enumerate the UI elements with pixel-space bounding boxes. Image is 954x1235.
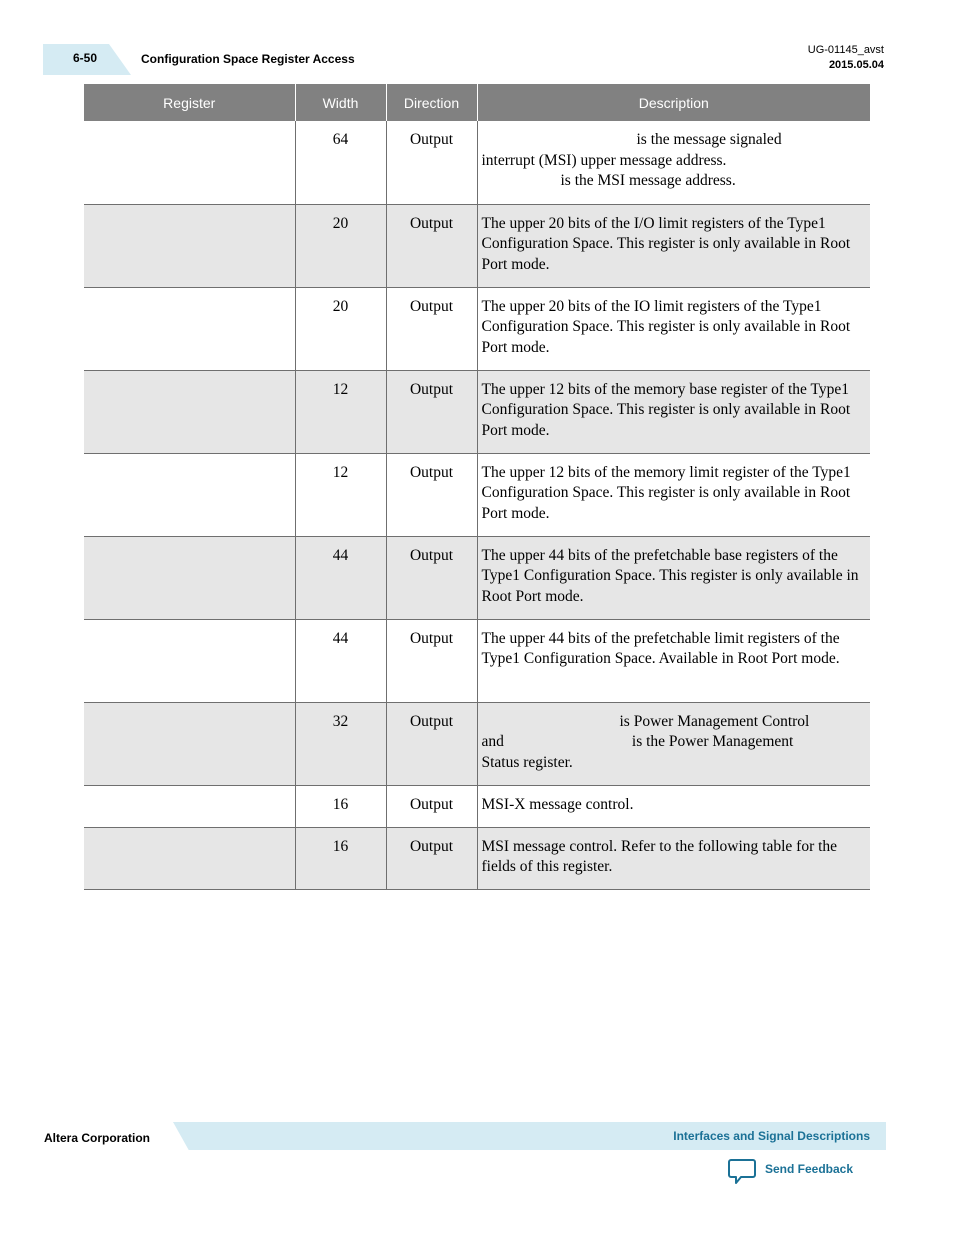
register-cell [84, 370, 295, 453]
direction-cell: Output [386, 619, 477, 702]
width-cell: 32 [295, 702, 386, 785]
direction-cell: Output [386, 536, 477, 619]
company-name: Altera Corporation [44, 1131, 151, 1145]
send-feedback-label: Send Feedback [765, 1162, 854, 1176]
description-line: is the MSI message address. [560, 172, 736, 189]
direction-cell: Output [386, 121, 477, 204]
table-header-row [84, 84, 870, 121]
direction-cell: Output [386, 370, 477, 453]
table-row [84, 121, 870, 204]
table-row [84, 827, 870, 889]
send-feedback-link[interactable] [727, 1158, 853, 1188]
description-cell: The upper 44 bits of the prefetchable limit registers of the Type1 Configuration Space. Available in Root Port mode. [477, 619, 870, 702]
direction-cell: Output [386, 287, 477, 370]
description-cell: The upper 12 bits of the memory limit register of the Type1 Configuration Space. This register is only available in Root Port mode. [477, 453, 870, 536]
direction-cell: Output [386, 827, 477, 889]
direction-cell: Output [386, 785, 477, 827]
description-cell: MSI-X message control. [477, 785, 870, 827]
table-row [84, 204, 870, 287]
width-cell: 64 [295, 121, 386, 204]
document-id: UG-01145_avst [807, 44, 884, 56]
table-row [84, 702, 870, 785]
table-row [84, 453, 870, 536]
register-cell [84, 287, 295, 370]
width-cell: 20 [295, 204, 386, 287]
table-row [84, 619, 870, 702]
width-cell: 16 [295, 827, 386, 889]
description-line: is Power Management Control [619, 712, 810, 730]
section-title: Configuration Space Register Access [141, 52, 355, 66]
register-table [84, 84, 870, 890]
direction-cell: Output [386, 702, 477, 785]
description-cell: MSI message control. Refer to the following table for the fields of this register. [477, 827, 870, 889]
width-cell: 12 [295, 453, 386, 536]
width-cell: 12 [295, 370, 386, 453]
chapter-link[interactable]: Interfaces and Signal Descriptions [673, 1129, 870, 1143]
description-line: Status register. [481, 753, 573, 771]
description-cell [477, 702, 870, 785]
description-cell [477, 121, 870, 204]
direction-cell: Output [386, 204, 477, 287]
description-cell: The upper 20 bits of the IO limit registers of the Type1 Configuration Space. This register is only available in Root Port mode. [477, 287, 870, 370]
description-line: interrupt (MSI) upper message address. [481, 151, 727, 169]
description-cell: The upper 20 bits of the I/O limit registers of the Type1 Configuration Space. This register is only available in Root Port mode. [477, 204, 870, 287]
description-fragment: is the Power Management [631, 733, 794, 750]
register-cell [84, 619, 295, 702]
width-cell: 16 [295, 785, 386, 827]
table-row [84, 287, 870, 370]
register-cell [84, 536, 295, 619]
register-cell [84, 121, 295, 204]
register-cell [84, 453, 295, 536]
description-line [482, 732, 867, 753]
page-number: 6-50 [73, 51, 98, 65]
register-cell [84, 827, 295, 889]
description-cell: The upper 12 bits of the memory base register of the Type1 Configuration Space. This register is only available in Root Port mode. [477, 370, 870, 453]
register-cell [84, 702, 295, 785]
width-cell: 44 [295, 536, 386, 619]
column-header-direction: Direction [386, 84, 477, 121]
register-cell [84, 785, 295, 827]
description-fragment: and [481, 733, 504, 750]
description-line: is the message signaled [636, 131, 782, 148]
description-cell: The upper 44 bits of the prefetchable base registers of the Type1 Configuration Space. This register is only available in Root Port mode. [477, 536, 870, 619]
speech-bubble-icon [727, 1158, 757, 1186]
document-id-block [808, 43, 884, 73]
column-header-register: Register [84, 84, 295, 121]
table-row [84, 536, 870, 619]
table-row [84, 785, 870, 827]
register-cell [84, 204, 295, 287]
column-header-width: Width [295, 84, 386, 121]
document-date: 2015.05.04 [828, 59, 884, 71]
direction-cell: Output [386, 453, 477, 536]
column-header-description: Description [477, 84, 870, 121]
table-row [84, 370, 870, 453]
width-cell: 20 [295, 287, 386, 370]
width-cell: 44 [295, 619, 386, 702]
